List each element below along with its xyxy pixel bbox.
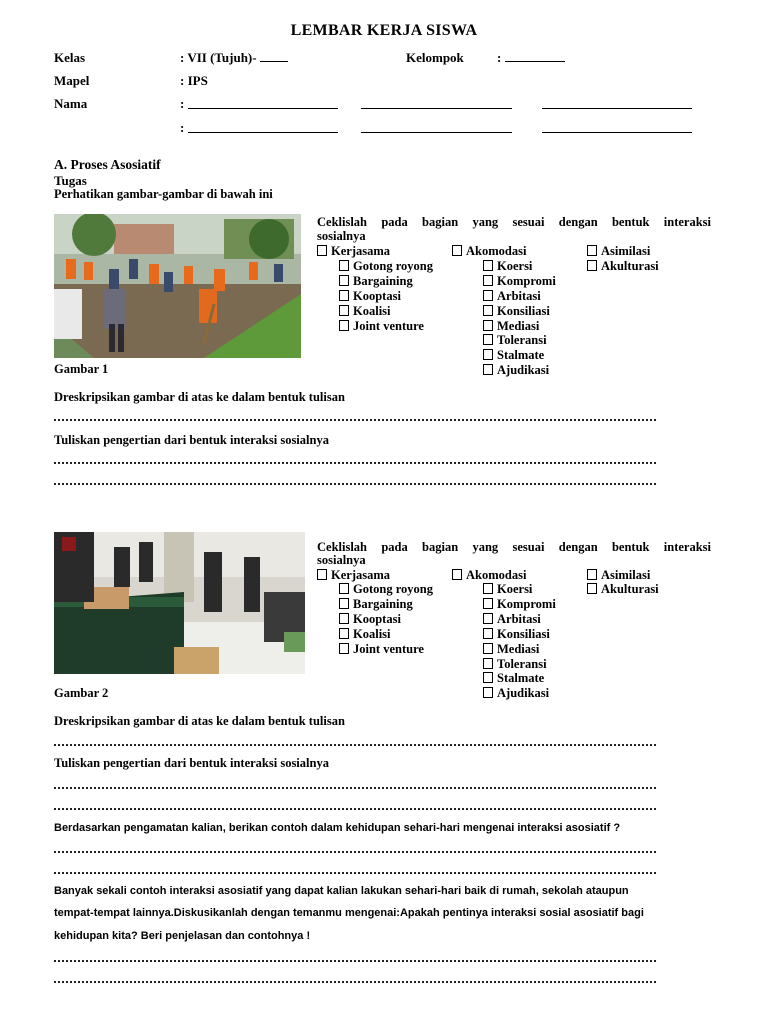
- checkbox-ajudikasi-2[interactable]: [483, 686, 549, 701]
- kelompok-blank[interactable]: [505, 50, 565, 62]
- kelas-blank[interactable]: [260, 50, 288, 62]
- checkbox-label: Kerjasama: [331, 244, 391, 258]
- answer-line[interactable]: [54, 419, 656, 421]
- photo-gotong-royong: [54, 214, 301, 358]
- checkbox-icon: [317, 569, 327, 580]
- checkbox-icon: [339, 305, 349, 316]
- instruction-1-line1: Ceklislah pada bagian yang sesuai dengan bentuk interaksi: [317, 215, 711, 229]
- checkbox-label: Asimilasi: [601, 244, 651, 258]
- checkbox-label: Gotong royong: [353, 259, 433, 273]
- checkbox-icon: [483, 643, 493, 654]
- checkbox-label: Akomodasi: [466, 568, 527, 582]
- checkbox-koalisi-1[interactable]: [339, 304, 391, 319]
- checkbox-joint-venture-1[interactable]: [339, 319, 424, 334]
- checkbox-ajudikasi-1[interactable]: [483, 363, 549, 378]
- checkbox-label: Arbitasi: [497, 289, 541, 303]
- checkbox-label: Ajudikasi: [497, 686, 550, 700]
- mapel-value: : IPS: [180, 73, 208, 88]
- describe-question-2: Dreskripsikan gambar di atas ke dalam bentuk tulisan: [54, 714, 345, 728]
- checkbox-label: Kompromi: [497, 597, 556, 611]
- checkbox-icon: [483, 598, 493, 609]
- checkbox-toleransi-1[interactable]: [483, 333, 547, 348]
- checkbox-icon: [452, 569, 462, 580]
- answer-line[interactable]: [54, 744, 656, 746]
- instruction-2: [317, 540, 711, 554]
- checkbox-kompromi-1[interactable]: [483, 274, 556, 289]
- checkbox-label: Stalmate: [497, 671, 545, 685]
- nama-blank-2[interactable]: [361, 108, 512, 109]
- checkbox-bargaining-2[interactable]: [339, 597, 413, 612]
- definition-question-1: Tuliskan pengertian dari bentuk interaksi sosialnya: [54, 433, 329, 447]
- mapel-label: Mapel: [54, 73, 90, 88]
- kelompok-value: :: [497, 50, 565, 66]
- checkbox-icon: [317, 245, 327, 256]
- checkbox-label: Konsiliasi: [497, 304, 550, 318]
- page-title: LEMBAR KERJA SISWA: [290, 22, 478, 39]
- example-question: Berdasarkan pengamatan kalian, berikan contoh dalam kehidupan sehari-hari mengenai interaksi asosiatif ?: [54, 822, 621, 834]
- definition-question-2: Tuliskan pengertian dari bentuk interaksi sosialnya: [54, 756, 329, 770]
- checkbox-icon: [587, 569, 597, 580]
- answer-line[interactable]: [54, 872, 656, 874]
- checkbox-mediasi-2[interactable]: [483, 642, 539, 657]
- answer-line[interactable]: [54, 787, 656, 789]
- checkbox-icon: [483, 613, 493, 624]
- nama-blank-1[interactable]: [188, 108, 338, 109]
- instruction-2-line2: sosialnya: [317, 553, 366, 567]
- describe-question-1: Dreskripsikan gambar di atas ke dalam bentuk tulisan: [54, 390, 345, 404]
- checkbox-label: Kooptasi: [353, 289, 401, 303]
- checkbox-label: Konsiliasi: [497, 627, 550, 641]
- kelas-value: : VII (Tujuh)-: [180, 50, 288, 66]
- instruction-1-line2: sosialnya: [317, 229, 366, 243]
- kelompok-label: Kelompok: [406, 50, 464, 65]
- checkbox-label: Kooptasi: [353, 612, 401, 626]
- checkbox-joint-venture-2[interactable]: [339, 642, 424, 657]
- checkbox-icon: [339, 290, 349, 301]
- checkbox-label: Akomodasi: [466, 244, 527, 258]
- checkbox-arbitasi-2[interactable]: [483, 612, 541, 627]
- checkbox-toleransi-2[interactable]: [483, 657, 547, 672]
- intro-text: Perhatikan gambar-gambar di bawah ini: [54, 187, 273, 201]
- checkbox-stalmate-1[interactable]: [483, 348, 544, 363]
- checkbox-icon: [339, 628, 349, 639]
- checkbox-icon: [483, 305, 493, 316]
- photo-courtroom: [54, 532, 305, 674]
- checkbox-icon: [339, 643, 349, 654]
- checkbox-label: Joint venture: [353, 642, 424, 656]
- answer-line[interactable]: [54, 960, 656, 962]
- checkbox-icon: [483, 275, 493, 286]
- checkbox-icon: [339, 320, 349, 331]
- checkbox-icon: [483, 290, 493, 301]
- checkbox-icon: [587, 260, 597, 271]
- checkbox-kooptasi-1[interactable]: [339, 289, 401, 304]
- checkbox-asimilasi-1[interactable]: [587, 244, 650, 259]
- checkbox-konsiliasi-2[interactable]: [483, 627, 550, 642]
- nama-blank-3[interactable]: [542, 108, 692, 109]
- checkbox-icon: [483, 364, 493, 375]
- checkbox-icon: [483, 658, 493, 669]
- checkbox-label: Kerjasama: [331, 568, 391, 582]
- checkbox-label: Koersi: [497, 259, 533, 273]
- checkbox-label: Ajudikasi: [497, 363, 550, 377]
- checkbox-label: Joint venture: [353, 319, 424, 333]
- checkbox-icon: [587, 583, 597, 594]
- checkbox-asimilasi-2[interactable]: [587, 568, 650, 583]
- discuss-question-line2: tempat-tempat lainnya.Diskusikanlah dengan temanmu mengenai:Apakah pentinya interaksi sosial asosiatif bagi: [54, 907, 644, 919]
- checkbox-akulturasi-2[interactable]: [587, 582, 659, 597]
- checkbox-icon: [483, 334, 493, 345]
- checkbox-icon: [339, 275, 349, 286]
- discuss-question-line3: kehidupan kita? Beri penjelasan dan contohnya !: [54, 930, 311, 942]
- checkbox-arbitasi-1[interactable]: [483, 289, 541, 304]
- figure1-caption: Gambar 1: [54, 362, 109, 376]
- checkbox-label: Koersi: [497, 582, 533, 596]
- checkbox-icon: [339, 260, 349, 271]
- checkbox-kompromi-2[interactable]: [483, 597, 556, 612]
- checkbox-icon: [587, 245, 597, 256]
- checkbox-label: Arbitasi: [497, 612, 541, 626]
- answer-line[interactable]: [54, 483, 656, 485]
- checkbox-label: Asimilasi: [601, 568, 651, 582]
- checkbox-label: Akulturasi: [601, 582, 659, 596]
- nama-label: Nama: [54, 96, 88, 111]
- checkbox-kerjasama-1[interactable]: [317, 244, 390, 259]
- checkbox-icon: [483, 260, 493, 271]
- checkbox-icon: [339, 598, 349, 609]
- checkbox-label: Mediasi: [497, 319, 540, 333]
- photo-gotong-royong-image: [54, 214, 301, 358]
- kelas-label: Kelas: [54, 50, 86, 65]
- checkbox-label: Toleransi: [497, 657, 547, 671]
- checkbox-gotong-royong-2[interactable]: [339, 582, 433, 597]
- checkbox-kerjasama-2[interactable]: [317, 568, 390, 583]
- checkbox-koalisi-2[interactable]: [339, 627, 391, 642]
- checkbox-icon: [483, 628, 493, 639]
- checkbox-label: Kompromi: [497, 274, 556, 288]
- checkbox-icon: [483, 320, 493, 331]
- checkbox-icon: [339, 583, 349, 594]
- checkbox-koersi-2[interactable]: [483, 582, 532, 597]
- checkbox-label: Bargaining: [353, 597, 413, 611]
- checkbox-akulturasi-1[interactable]: [587, 259, 659, 274]
- nama-blank-4[interactable]: [188, 132, 338, 133]
- checkbox-icon: [483, 583, 493, 594]
- checkbox-icon: [483, 672, 493, 683]
- checkbox-label: Toleransi: [497, 333, 547, 347]
- checkbox-label: Koalisi: [353, 304, 391, 318]
- checkbox-bargaining-1[interactable]: [339, 274, 413, 289]
- figure2-caption: Gambar 2: [54, 686, 109, 700]
- checkbox-konsiliasi-1[interactable]: [483, 304, 550, 319]
- instruction-2-line1: Ceklislah pada bagian yang sesuai dengan bentuk interaksi: [317, 540, 711, 554]
- checkbox-mediasi-1[interactable]: [483, 319, 539, 334]
- nama-colon-2: :: [180, 120, 185, 135]
- photo-courtroom-image: [54, 532, 305, 674]
- answer-line[interactable]: [54, 462, 656, 464]
- instruction-1: [317, 215, 711, 229]
- tugas-label: Tugas: [54, 173, 87, 188]
- checkbox-stalmate-2[interactable]: [483, 671, 544, 686]
- nama-colon-1: :: [180, 96, 185, 111]
- checkbox-label: Koalisi: [353, 627, 391, 641]
- checkbox-kooptasi-2[interactable]: [339, 612, 401, 627]
- checkbox-icon: [483, 349, 493, 360]
- discuss-question-line1: Banyak sekali contoh interaksi asosiatif yang dapat kalian lakukan sehari-hari baik di rumah, sekolah ataupun: [54, 885, 629, 897]
- checkbox-icon: [339, 613, 349, 624]
- checkbox-akomodasi-2[interactable]: [452, 568, 526, 583]
- checkbox-label: Bargaining: [353, 274, 413, 288]
- checkbox-label: Stalmate: [497, 348, 545, 362]
- checkbox-icon: [452, 245, 462, 256]
- nama-blank-6[interactable]: [542, 132, 692, 133]
- checkbox-label: Gotong royong: [353, 582, 433, 596]
- checkbox-label: Mediasi: [497, 642, 540, 656]
- checkbox-icon: [483, 687, 493, 698]
- checkbox-gotong-royong-1[interactable]: [339, 259, 433, 274]
- checkbox-akomodasi-1[interactable]: [452, 244, 526, 259]
- answer-line[interactable]: [54, 981, 656, 983]
- section-heading: A. Proses Asosiatif: [54, 157, 161, 172]
- checkbox-label: Akulturasi: [601, 259, 659, 273]
- answer-line[interactable]: [54, 851, 656, 853]
- nama-blank-5[interactable]: [361, 132, 512, 133]
- checkbox-koersi-1[interactable]: [483, 259, 532, 274]
- answer-line[interactable]: [54, 808, 656, 810]
